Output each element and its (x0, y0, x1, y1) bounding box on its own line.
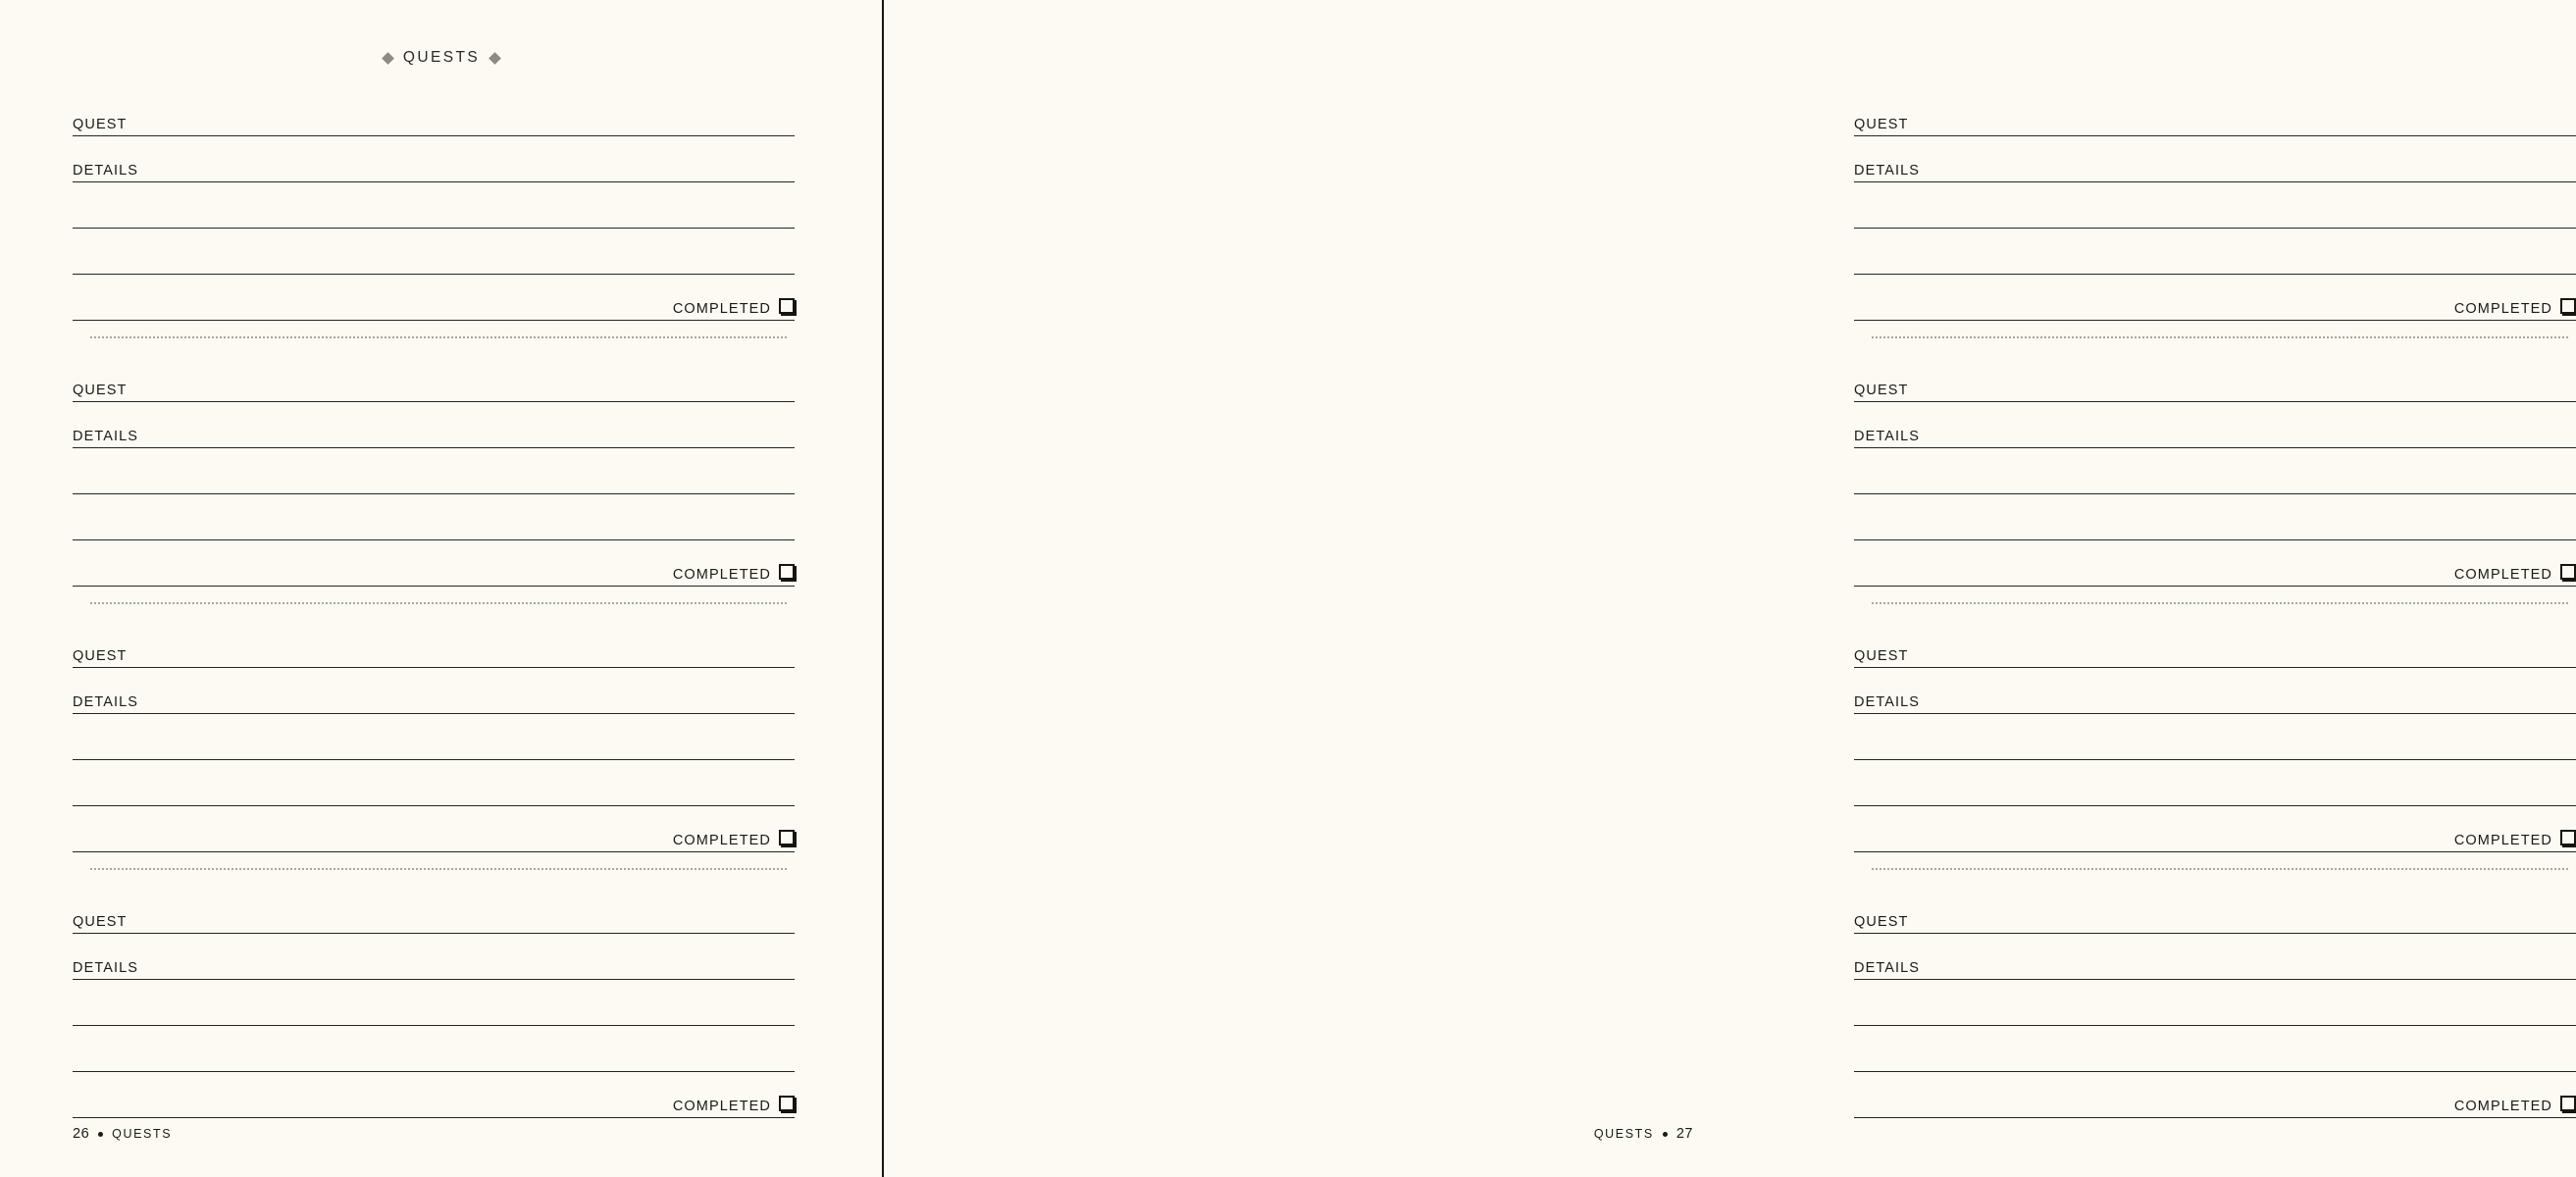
completed-field[interactable] (1854, 1072, 2576, 1118)
details-extra-line[interactable] (73, 182, 795, 229)
footer-dot-icon (1663, 1132, 1668, 1137)
dotted-line (90, 602, 787, 604)
completed-group (673, 1099, 795, 1114)
completed-field[interactable] (73, 1072, 795, 1118)
completed-checkbox[interactable] (2560, 298, 2576, 314)
right-page-footer (1594, 1126, 1693, 1142)
details-extra-line[interactable] (73, 494, 795, 540)
details-field[interactable] (73, 136, 795, 182)
details-field[interactable] (1854, 402, 2576, 448)
completed-rule (1854, 1117, 2576, 1118)
diamond-right-icon (489, 52, 501, 65)
details-field[interactable] (1854, 136, 2576, 182)
quest-entry (1854, 888, 2576, 1118)
details-extra-line[interactable] (73, 1026, 795, 1072)
completed-rule (73, 1117, 795, 1118)
completed-field[interactable] (1854, 275, 2576, 321)
quest-entry (1854, 356, 2576, 587)
quest-field[interactable] (73, 888, 795, 934)
details-field[interactable] (1854, 668, 2576, 714)
quest-label: QUEST (73, 383, 128, 398)
quest-entry (1854, 622, 2576, 852)
completed-checkbox[interactable] (779, 564, 795, 580)
entry-divider (73, 587, 795, 622)
completed-checkbox[interactable] (2560, 830, 2576, 845)
quest-field[interactable] (73, 622, 795, 668)
completed-checkbox[interactable] (779, 298, 795, 314)
completed-label: COMPLETED (2453, 301, 2552, 317)
details-label: DETAILS (73, 694, 139, 710)
entry-divider (73, 321, 795, 356)
completed-checkbox[interactable] (2560, 564, 2576, 580)
details-label: DETAILS (73, 429, 139, 444)
quest-field[interactable] (1854, 888, 2576, 934)
dotted-line (1872, 336, 2568, 338)
details-label: DETAILS (1854, 163, 1921, 179)
quest-field[interactable] (73, 356, 795, 402)
details-label: DETAILS (73, 960, 139, 976)
details-extra-line[interactable] (1854, 494, 2576, 540)
footer-section-label: QUESTS (1593, 1127, 1654, 1141)
completed-label: COMPLETED (2453, 1099, 2552, 1114)
completed-group (673, 301, 795, 317)
completed-label: COMPLETED (2453, 833, 2552, 848)
completed-group (673, 567, 795, 583)
diamond-left-icon (382, 52, 394, 65)
quest-field[interactable] (1854, 622, 2576, 668)
completed-label: COMPLETED (2453, 567, 2552, 583)
completed-field[interactable] (1854, 806, 2576, 852)
quest-label: QUEST (73, 648, 128, 664)
dotted-line (90, 868, 787, 870)
completed-group (673, 833, 795, 848)
details-label: DETAILS (1854, 960, 1921, 976)
quest-entry (73, 356, 795, 587)
completed-group (2454, 833, 2576, 848)
entry-divider (1854, 321, 2576, 356)
entry-divider (1854, 852, 2576, 888)
completed-label: COMPLETED (672, 567, 771, 583)
completed-field[interactable] (73, 540, 795, 587)
dotted-line (1872, 602, 2568, 604)
details-extra-line[interactable] (1854, 714, 2576, 760)
completed-field[interactable] (73, 275, 795, 321)
completed-field[interactable] (1854, 540, 2576, 587)
details-extra-line[interactable] (73, 980, 795, 1026)
left-quest-list (73, 90, 795, 1118)
details-extra-line[interactable] (73, 714, 795, 760)
page-number: 26 (73, 1126, 90, 1142)
quest-label: QUEST (1854, 648, 1909, 664)
details-label: DETAILS (1854, 694, 1921, 710)
details-extra-line[interactable] (73, 229, 795, 275)
quest-entry (1854, 90, 2576, 321)
dotted-line (90, 336, 787, 338)
page-title-text: QUESTS (402, 49, 481, 66)
details-extra-line[interactable] (73, 448, 795, 494)
page-number: 27 (1675, 1126, 1693, 1142)
dotted-line (1872, 868, 2568, 870)
details-extra-line[interactable] (1854, 229, 2576, 275)
details-field[interactable] (73, 668, 795, 714)
details-extra-line[interactable] (1854, 760, 2576, 806)
details-field[interactable] (73, 402, 795, 448)
footer-dot-icon (98, 1132, 103, 1137)
details-extra-line[interactable] (1854, 1026, 2576, 1072)
quest-entry (73, 888, 795, 1118)
quest-entry (73, 622, 795, 852)
entry-divider (1854, 587, 2576, 622)
details-extra-line[interactable] (1854, 980, 2576, 1026)
details-extra-line[interactable] (1854, 448, 2576, 494)
details-field[interactable] (1854, 934, 2576, 980)
details-field[interactable] (73, 934, 795, 980)
right-quest-list (1854, 90, 2576, 1118)
quest-field[interactable] (1854, 90, 2576, 136)
page-title (0, 49, 883, 67)
left-page-footer (73, 1126, 172, 1142)
quest-entry (73, 90, 795, 321)
completed-checkbox[interactable] (2560, 1096, 2576, 1111)
completed-label: COMPLETED (672, 1099, 771, 1114)
quest-field[interactable] (73, 90, 795, 136)
quest-label: QUEST (73, 117, 128, 132)
completed-label: COMPLETED (672, 301, 771, 317)
completed-group (2454, 301, 2576, 317)
quest-field[interactable] (1854, 356, 2576, 402)
completed-checkbox[interactable] (779, 1096, 795, 1111)
left-page (0, 0, 883, 1177)
quest-label: QUEST (1854, 914, 1909, 930)
quest-label: QUEST (73, 914, 128, 930)
quest-label: QUEST (1854, 117, 1909, 132)
completed-label: COMPLETED (672, 833, 771, 848)
right-page (883, 0, 2552, 1177)
completed-field[interactable] (73, 806, 795, 852)
footer-section-label: QUESTS (112, 1127, 173, 1141)
completed-group (2454, 567, 2576, 583)
completed-group (2454, 1099, 2576, 1114)
completed-checkbox[interactable] (779, 830, 795, 845)
quest-label: QUEST (1854, 383, 1909, 398)
details-label: DETAILS (73, 163, 139, 179)
entry-divider (73, 852, 795, 888)
details-extra-line[interactable] (1854, 182, 2576, 229)
details-label: DETAILS (1854, 429, 1921, 444)
details-extra-line[interactable] (73, 760, 795, 806)
